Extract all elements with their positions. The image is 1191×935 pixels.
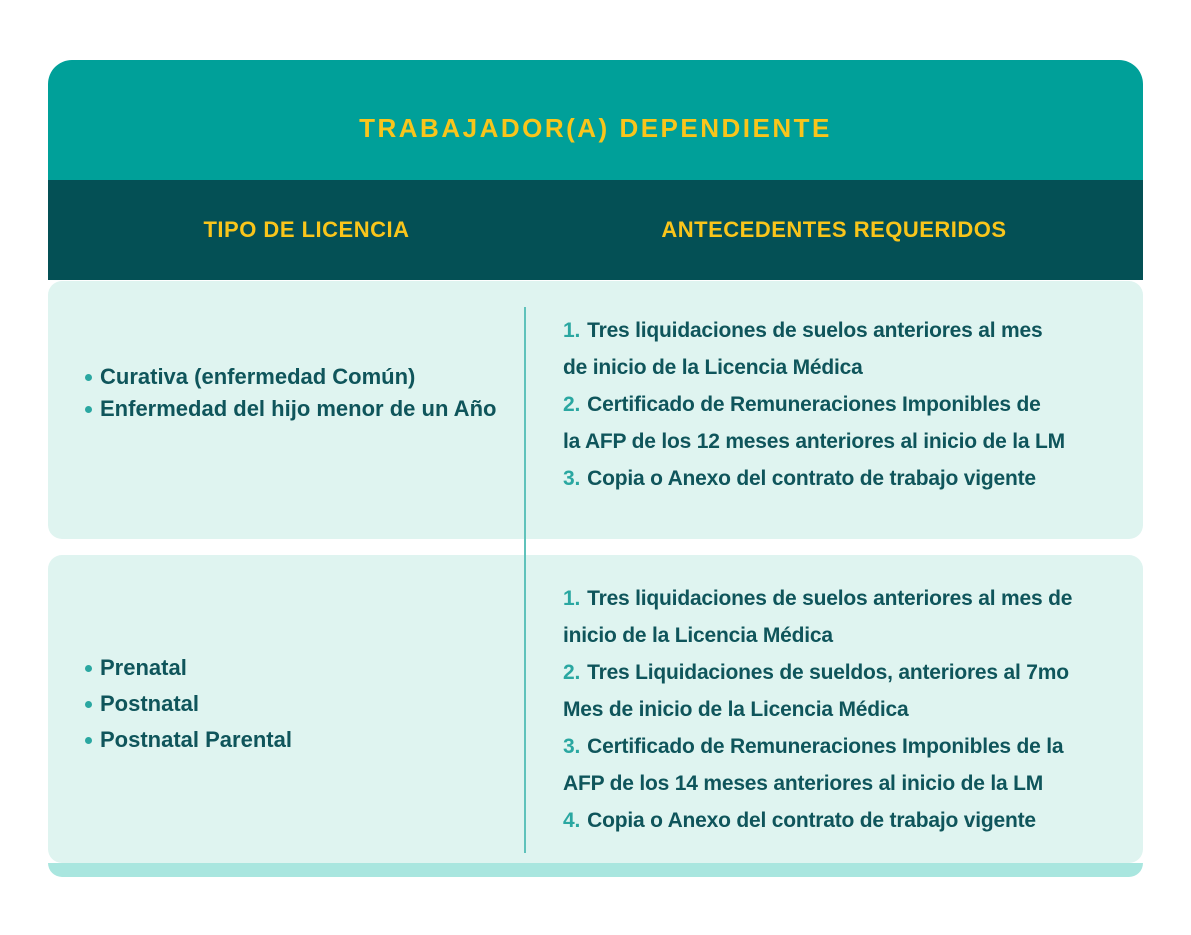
- card-header: [48, 60, 1143, 180]
- license-type-cell: [48, 555, 525, 863]
- license-label: Enfermedad del hijo menor de un Año: [100, 396, 497, 421]
- dot-bullet-icon: [85, 665, 92, 672]
- card-footer-strip: [48, 863, 1143, 877]
- license-item: [85, 361, 525, 393]
- license-label: Postnatal Parental: [100, 727, 292, 752]
- requirement-text: Copia o Anexo del contrato de trabajo vigente: [587, 467, 1036, 490]
- requirement-number: 2.: [563, 661, 581, 684]
- license-label: Postnatal: [100, 691, 200, 716]
- requirement-line: [563, 580, 1143, 617]
- requirement-item: [563, 728, 1143, 802]
- dependent-worker-card: [48, 60, 1143, 877]
- requirement-text: Copia o Anexo del contrato de trabajo vigente: [587, 809, 1036, 832]
- requirement-line: [563, 728, 1143, 765]
- requirement-line-continuation: la AFP de los 12 meses anteriores al inicio de la LM: [563, 430, 1065, 453]
- requirement-line-continuation: Mes de inicio de la Licencia Médica: [563, 698, 909, 721]
- requirement-number: 3.: [563, 467, 581, 490]
- requirement-line: [563, 802, 1143, 839]
- requirement-item: [563, 386, 1143, 460]
- license-item: [85, 393, 525, 425]
- requirement-line-continuation: AFP de los 14 meses anteriores al inicio de la LM: [563, 772, 1043, 795]
- requirement-number: 2.: [563, 393, 581, 416]
- requirement-number: 1.: [563, 319, 581, 342]
- license-type-cell: [48, 281, 525, 539]
- requirement-item: [563, 580, 1143, 654]
- license-item: [85, 686, 525, 722]
- requirement-number: 4.: [563, 809, 581, 832]
- requirement-text: Tres liquidaciones de suelos anteriores al mes de: [587, 587, 1073, 610]
- license-list: [85, 361, 525, 425]
- requirement-line: [563, 460, 1143, 497]
- column-header-requirements: ANTECEDENTES REQUERIDOS: [661, 217, 1007, 242]
- requirement-number: 3.: [563, 735, 581, 758]
- license-label: Prenatal: [100, 655, 187, 680]
- requirement-item: [563, 802, 1143, 839]
- license-label: Curativa (enfermedad Común): [100, 364, 416, 389]
- requirement-line: [563, 654, 1143, 691]
- requirement-item: [563, 654, 1143, 728]
- requirement-line: [563, 312, 1143, 349]
- license-list: [85, 650, 525, 758]
- requirement-text: Tres Liquidaciones de sueldos, anteriores al 7mo: [587, 661, 1069, 684]
- requirements-cell: [525, 281, 1143, 539]
- requirement-line-continuation: de inicio de la Licencia Médica: [563, 356, 863, 379]
- requirement-line-continuation: inicio de la Licencia Médica: [563, 624, 833, 647]
- requirement-line: [563, 386, 1143, 423]
- requirement-text: Tres liquidaciones de suelos anteriores al mes: [587, 319, 1043, 342]
- card-title: TRABAJADOR(A) DEPENDIENTE: [359, 112, 832, 143]
- requirement-text: Certificado de Remuneraciones Imponibles de la: [587, 735, 1064, 758]
- dot-bullet-icon: [85, 701, 92, 708]
- license-item: [85, 722, 525, 758]
- requirement-item: [563, 312, 1143, 386]
- requirement-item: [563, 460, 1143, 497]
- dot-bullet-icon: [85, 374, 92, 381]
- requirements-cell: [525, 555, 1143, 863]
- requirement-number: 1.: [563, 587, 581, 610]
- table-row-curative: [48, 281, 1143, 539]
- table-header-row: [48, 180, 1143, 280]
- dot-bullet-icon: [85, 406, 92, 413]
- column-header-license-type: TIPO DE LICENCIA: [203, 217, 410, 242]
- dot-bullet-icon: [85, 737, 92, 744]
- license-item: [85, 650, 525, 686]
- column-divider-line: [524, 307, 526, 853]
- table-row-maternity: [48, 555, 1143, 863]
- requirement-text: Certificado de Remuneraciones Imponibles de: [587, 393, 1041, 416]
